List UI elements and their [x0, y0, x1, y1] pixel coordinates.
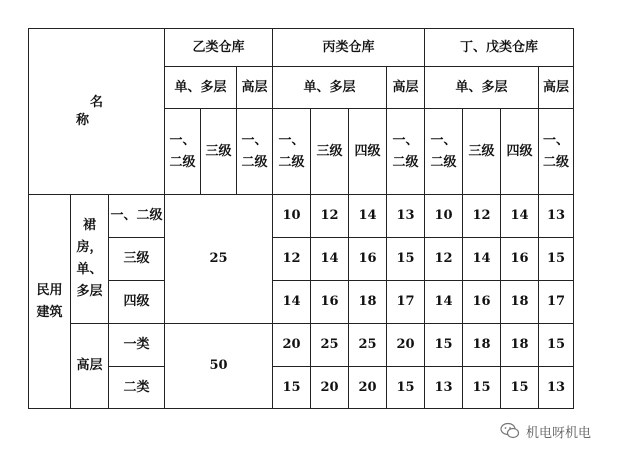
row-group-civil: 民用 建筑 — [29, 195, 71, 409]
cell: 12 — [273, 238, 311, 281]
cell: 13 — [425, 367, 463, 409]
header-class-c: 丙类仓库 — [273, 29, 425, 67]
cell: 15 — [539, 238, 574, 281]
b-high: 高层 — [237, 67, 273, 109]
cell: 18 — [349, 281, 387, 324]
table-row — [29, 238, 574, 281]
header-class-d-e: 丁、戊类仓库 — [425, 29, 574, 67]
c-grade-3: 三级 — [311, 109, 349, 195]
cell: 20 — [273, 324, 311, 367]
cell: 14 — [311, 238, 349, 281]
table-row — [29, 195, 574, 238]
cell: 13 — [539, 367, 574, 409]
fire-separation-table-frame — [28, 28, 573, 408]
row-label: 一、二级 — [109, 195, 165, 238]
c-single-multi: 单、多层 — [273, 67, 387, 109]
cell: 12 — [311, 195, 349, 238]
cell: 20 — [387, 324, 425, 367]
cell: 13 — [387, 195, 425, 238]
cell: 16 — [463, 281, 501, 324]
row-label: 二类 — [109, 367, 165, 409]
cell: 18 — [501, 324, 539, 367]
cell: 18 — [463, 324, 501, 367]
c-high-grade-12: 一、 二级 — [387, 109, 425, 195]
class-b-distance-podium: 25 — [165, 195, 273, 324]
c-grade-4: 四级 — [349, 109, 387, 195]
cell: 14 — [425, 281, 463, 324]
d-grade-12: 一、 二级 — [425, 109, 463, 195]
cell: 12 — [463, 195, 501, 238]
cell: 16 — [349, 238, 387, 281]
fire-separation-table — [28, 28, 574, 409]
cell: 25 — [311, 324, 349, 367]
cell: 14 — [349, 195, 387, 238]
cell: 14 — [463, 238, 501, 281]
cell: 16 — [501, 238, 539, 281]
row-label: 三级 — [109, 238, 165, 281]
cell: 18 — [501, 281, 539, 324]
row-group-podium: 裙房， 单、 多层 — [71, 195, 109, 324]
b-single-multi: 单、多层 — [165, 67, 237, 109]
cell: 15 — [539, 324, 574, 367]
cell: 10 — [273, 195, 311, 238]
d-grade-3: 三级 — [463, 109, 501, 195]
cell: 16 — [311, 281, 349, 324]
d-high: 高层 — [539, 67, 574, 109]
cell: 12 — [425, 238, 463, 281]
b-grade-12: 一、 二级 — [165, 109, 201, 195]
c-grade-12: 一、 二级 — [273, 109, 311, 195]
corner-label: 名 称 — [75, 94, 131, 128]
watermark-text: 机电呀机电 — [526, 425, 592, 441]
cell: 15 — [387, 238, 425, 281]
cell: 14 — [501, 195, 539, 238]
table-row — [29, 281, 574, 324]
row-label: 一类 — [109, 324, 165, 367]
watermark — [500, 420, 620, 442]
row-label: 四级 — [109, 281, 165, 324]
cell: 17 — [539, 281, 574, 324]
cell: 10 — [425, 195, 463, 238]
d-grade-4: 四级 — [501, 109, 539, 195]
cell: 15 — [425, 324, 463, 367]
b-high-grade-12: 一、 二级 — [237, 109, 273, 195]
cell: 17 — [387, 281, 425, 324]
header-class-b: 乙类仓库 — [165, 29, 273, 67]
b-grade-3: 三级 — [201, 109, 237, 195]
cell: 13 — [539, 195, 574, 238]
cell: 15 — [387, 367, 425, 409]
class-b-distance-highrise: 50 — [165, 324, 273, 409]
cell: 14 — [273, 281, 311, 324]
cell: 20 — [311, 367, 349, 409]
d-single-multi: 单、多层 — [425, 67, 539, 109]
cell: 15 — [501, 367, 539, 409]
table-row — [29, 324, 574, 367]
cell: 15 — [273, 367, 311, 409]
cell: 25 — [349, 324, 387, 367]
row-group-highrise: 高层 — [71, 324, 109, 409]
table-row — [29, 367, 574, 409]
corner-name-cell — [29, 29, 165, 195]
wechat-icon — [500, 422, 520, 440]
cell: 20 — [349, 367, 387, 409]
c-high: 高层 — [387, 67, 425, 109]
cell: 15 — [463, 367, 501, 409]
d-high-grade-12: 一、 二级 — [539, 109, 574, 195]
